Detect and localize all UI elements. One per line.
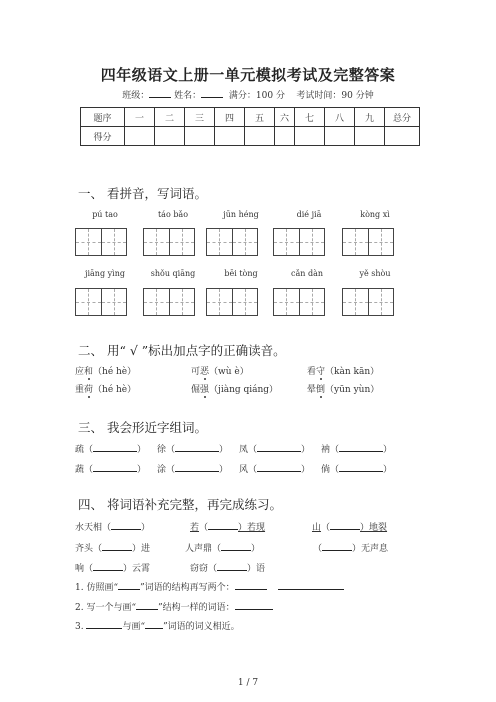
- pinyin-label: táo bǎo: [157, 210, 189, 219]
- idiom-item[interactable]: 山（ ）地裂: [312, 520, 387, 533]
- section-1-title: 一、 看拼音，写词语。: [78, 186, 207, 201]
- writing-grid[interactable]: [273, 288, 325, 316]
- section-4-title: 四、 将词语补充完整，再完成练习。: [78, 497, 282, 512]
- writing-grid[interactable]: [75, 228, 127, 256]
- name-blank: [201, 88, 223, 98]
- question-3[interactable]: 3. 与画“ ”词语的词义相近。: [75, 619, 240, 632]
- pinyin-label: jūn héng: [223, 210, 259, 219]
- word-item[interactable]: 蔬（ ）: [75, 462, 146, 475]
- word-item[interactable]: 风（ ）: [239, 462, 310, 475]
- class-label: 班级：: [122, 91, 150, 101]
- header-cell: 九: [355, 108, 385, 127]
- section-3-title: 三、 我会形近字组词。: [78, 420, 207, 435]
- header-cell: 四: [215, 108, 245, 127]
- word-item[interactable]: 疏（ ）: [75, 442, 146, 455]
- word-item[interactable]: 徐（ ）: [157, 442, 228, 455]
- writing-grid[interactable]: [143, 228, 195, 256]
- header-cell: 八: [325, 108, 355, 127]
- header-cell: 二: [155, 108, 185, 127]
- question-2[interactable]: 2. 写一个与画“ ”结构一样的词语：: [75, 600, 273, 613]
- reading-item[interactable]: 倔强（jiàng qiáng）: [191, 385, 279, 395]
- pinyin-label: cǎn dàn: [291, 269, 323, 278]
- score-cell[interactable]: [155, 127, 185, 146]
- word-item[interactable]: 凤（ ）: [239, 442, 310, 455]
- score-cell[interactable]: [275, 127, 295, 146]
- word-item[interactable]: 涂（ ）: [157, 462, 228, 475]
- pinyin-label: shǒu qiāng: [150, 269, 196, 278]
- writing-grid[interactable]: [342, 228, 394, 256]
- idiom-item[interactable]: 人声鼎（ ）: [185, 541, 260, 554]
- pinyin-label: dié jiā: [296, 210, 322, 219]
- score-cell[interactable]: [295, 127, 325, 146]
- section-2-title: 二、 用“ √ ”标出加点字的正确读音。: [78, 343, 286, 358]
- pinyin-label: pú tao: [92, 210, 118, 219]
- header-cell: 题序: [81, 108, 125, 127]
- word-item[interactable]: 倘（ ）: [321, 462, 392, 475]
- score-cell[interactable]: [385, 127, 420, 146]
- pinyin-label: kòng xì: [360, 210, 390, 219]
- reading-item[interactable]: 应和（hé hè）: [75, 367, 137, 377]
- score-row-label: 得分: [81, 127, 125, 146]
- writing-grid[interactable]: [342, 288, 394, 316]
- writing-grid[interactable]: [273, 228, 325, 256]
- idiom-item[interactable]: 响（ ）云霄: [75, 561, 150, 574]
- class-blank: [149, 88, 171, 98]
- score-cell[interactable]: [215, 127, 245, 146]
- reading-item[interactable]: 晕倒（yūn yùn）: [307, 385, 380, 395]
- exam-time: 考试时间：90 分钟: [296, 91, 374, 101]
- header-cell: 六: [275, 108, 295, 127]
- idiom-item[interactable]: （ ）无声息: [313, 541, 388, 554]
- reading-item[interactable]: 看守（kàn kān）: [307, 367, 380, 377]
- header-cell: 五: [245, 108, 275, 127]
- idiom-item[interactable]: 窃窃（ ）语: [190, 561, 265, 574]
- header-cell: 三: [185, 108, 215, 127]
- writing-grid[interactable]: [143, 288, 195, 316]
- pinyin-label: bēi tòng: [224, 269, 258, 278]
- score-cell[interactable]: [245, 127, 275, 146]
- pinyin-label: jiāng yìng: [85, 269, 125, 278]
- exam-info: [0, 88, 496, 101]
- idiom-item[interactable]: 若（ ）若现: [190, 520, 265, 533]
- full-score: 满分：100 分: [228, 91, 285, 101]
- score-cell[interactable]: [185, 127, 215, 146]
- score-row: [81, 127, 420, 146]
- page-number: 1 / 7: [237, 678, 259, 688]
- score-cell[interactable]: [125, 127, 155, 146]
- name-label: 姓名：: [174, 91, 202, 101]
- score-cell[interactable]: [355, 127, 385, 146]
- idiom-item[interactable]: 齐头（ ）进: [75, 541, 150, 554]
- writing-grid[interactable]: [206, 228, 258, 256]
- pinyin-label: yě shòu: [359, 269, 391, 278]
- word-item[interactable]: 衲（ ）: [321, 442, 392, 455]
- reading-item[interactable]: 重荷（hé hè）: [75, 385, 137, 395]
- idiom-item[interactable]: 水天相（ ）: [75, 520, 150, 533]
- writing-grid[interactable]: [75, 288, 127, 316]
- reading-item[interactable]: 可恶（wù è）: [191, 367, 249, 377]
- score-table: [80, 107, 420, 146]
- page-title: 四年级语文上册一单元模拟考试及完整答案: [100, 66, 396, 84]
- question-1[interactable]: 1. 仿照画“ ”词语的结构再写两个：: [75, 580, 344, 593]
- header-cell: 七: [295, 108, 325, 127]
- header-cell: 一: [125, 108, 155, 127]
- score-cell[interactable]: [325, 127, 355, 146]
- score-header-row: [81, 108, 420, 127]
- writing-grid[interactable]: [206, 288, 258, 316]
- header-cell: 总分: [385, 108, 420, 127]
